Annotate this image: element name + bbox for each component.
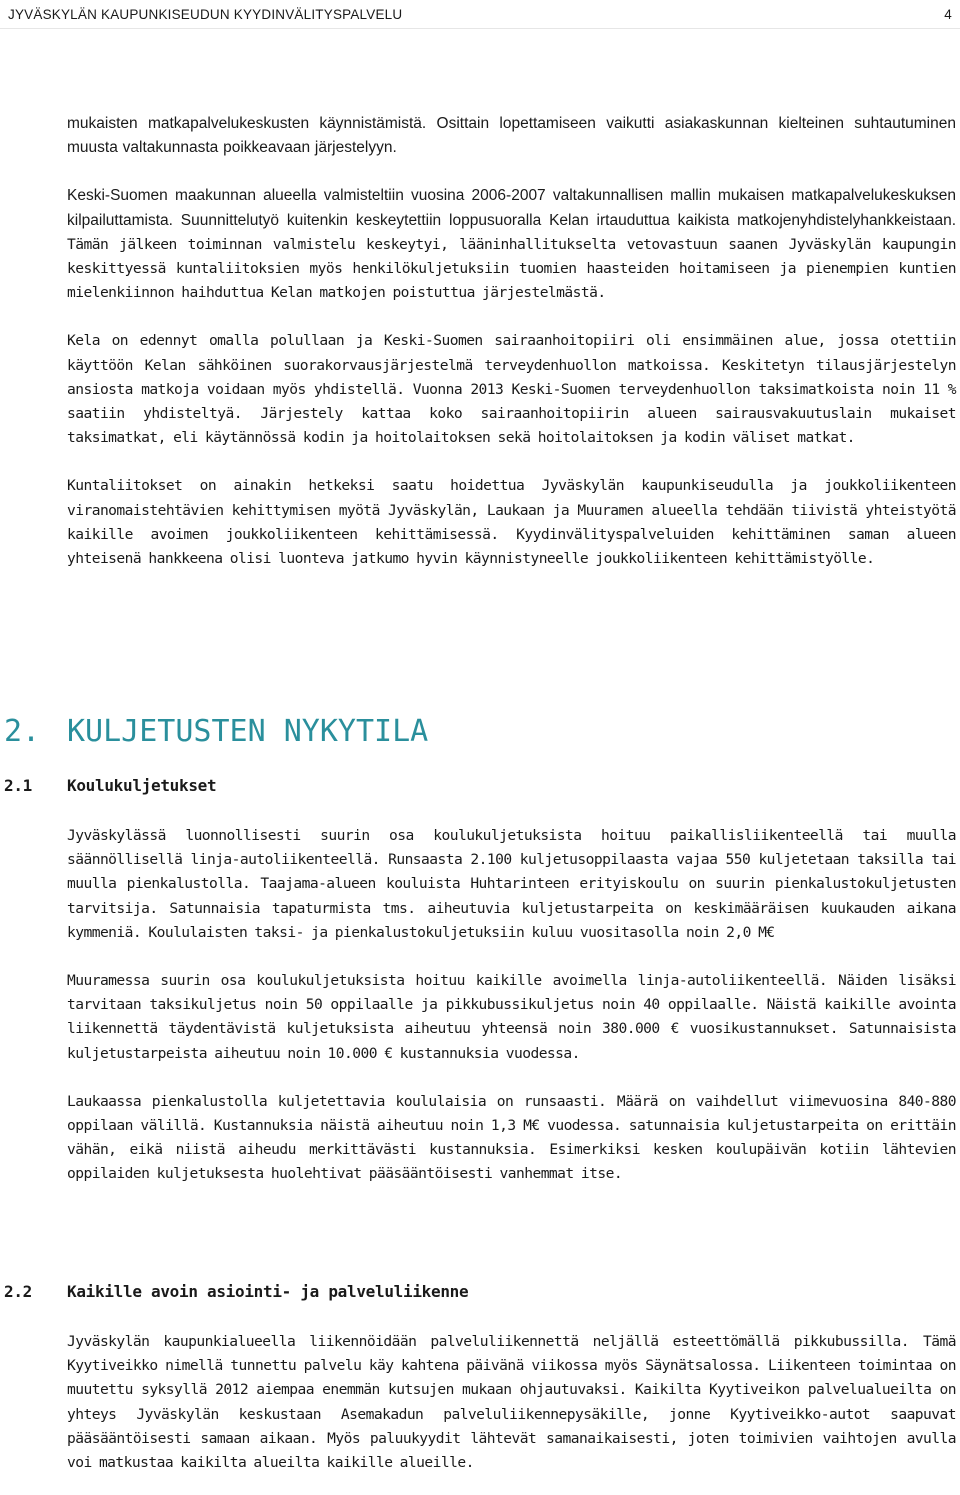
intro-paragraph-3: Kela on edennyt omalla polullaan ja Keski-Suomen sairaanhoitopiiri oli ensimmäinen alue, jossa otettiin käyttöön Kelan sähköinen suorakorvausjärjestelmä terveydenhuollon matkoissa. Keskitetyn tilausjärjestelyn ansiosta matkoja voidaan myös yhdistellä. Vuonna 2013 Keski-Suomen terveydenhuollon taksimatkoista noin 11 % saatiin yhdisteltyä. Järjestely kattaa koko sairaanhoitopiirin alueen sairausvakuutuslain mukaiset taksimatkat, eli käytännössä kodin ja hoitolaitoksen sekä hoitolaitoksen ja kodin väliset matkat. [67,332,956,447]
section-2-2-number: 2.2 [4,1282,32,1301]
header-title: JYVÄSKYLÄN KAUPUNKISEUDUN KYYDINVÄLITYSPALVELU [8,6,403,22]
intro-paragraph-4: Kuntaliitokset on ainakin hetkeksi saatu hoidettua Jyväskylän kaupunkiseudulla ja joukkoliikenteen viranomaistehtävien kehittymisen myötä Jyväskylän, Laukaan ja Muuramen alueella tehdään tiivistä yhteistyötä kaikille avoimen joukkoliikenteen kehittämisessä. Kyydinvälityspalveluiden kehittäminen saman alueen yhteisenä hankkeena olisi luonteva jatkumo hyvin käynnistyneelle joukkoliikenteen kehittämistyölle. [67,477,956,568]
intro-paragraph-2-part-a: Keski-Suomen maakunnan alueella valmisteltiin vuosina 2006-2007 valtakunnallisen mallin mukaisen matkapalvelukeskuksen kilpailuttamista. [67,187,956,229]
header-divider [0,28,960,29]
section-2-1-paragraph-2: Muuramessa suurin osa koulukuljetuksista hoituu kaikille avoimella linja-autoliikenteellä. Näiden lisäksi tarvitaan taksikuljetus noin 50 oppilaalle ja pikkubussikuljetus noin 40 oppilaalle. Näistä kaikille avointa liikennettä täydentävistä kuljetuksista aiheutuu yhteensä noin 380.000 € vuosikustannukset. Satunnaisista kuljetustarpeista aiheutuu noin 10.000 € kustannuksia vuodessa. [67,972,956,1062]
intro-paragraph-2-part-c: Tämän jälkeen toiminnan valmistelu keskeytyi, lääninhallitukselta vetovastuun saanen Jyväskylän kaupungin keskittyessä kuntaliitoksien myös henkilökuljetuksiin tuomien haasteiden hoitamiseen ja pienempien kuntien mielenkiinnon haihduttua Kelan matkojen poistuttua järjestelmästä. [67,235,956,302]
section-2-2-body [67,1330,956,1475]
section-2-1-number: 2.1 [4,776,32,795]
intro-paragraph-2-part-b: Suunnittelutyö kuitenkin keskeytettiin loppusuoralla Kelan irtauduttua kaikista matkojenyhdistelyhankkeistaan. [172,211,956,229]
section-2-1-title: Koulukuljetukset [67,776,217,795]
section-2-2-paragraph-1: Jyväskylän kaupunkialueella liikennöidään palveluliikennettä neljällä esteettömällä pikkubussilla. Tämä Kyytiveikko nimellä tunnettu palvelu käy kahtena päivänä viikossa myös Säynätsalossa. Liikenteen toimintaa on muutettu syksyllä 2012 aiempaa enemmän kutsujen mukaan ohjautuvaksi. Kaikilta Kyytiveikon palvelualueilta on yhteys Jyväskylän keskustaan Asemakadun palveluliikennepysäkille, jonne Kyytiveikko-autot saapuvat pääsääntöisesti samaan aikaan. Myös paluukyydit lähtevät samanaikaisesti, joten toimivien vaihtojen avulla voi matkustaa kaikilta alueilta kaikille alueille. [67,1333,956,1472]
page-header [8,4,952,24]
intro-paragraph-1: mukaisten matkapalvelukeskusten käynnistämistä. Osittain lopettamiseen vaikutti asiakaskunnan kielteinen suhtautuminen muusta valtakunnasta poikkeavaan järjestelyyn. [67,115,956,157]
section-2-1-paragraph-3: Laukaassa pienkalustolla kuljetettavia koululaisia on runsaasti. Määrä on vaihdellut viimevuosina 840-880 oppilaan välillä. Kustannuksia näistä aiheutuu noin 1,3 M€ vuodessa. satunnaisia kuljetustarpeita on erittäin vähän, eikä niistä aiheudu merkittävästi kustannuksia. Esimerkiksi kesken koulupäivän kotiin lähtevien oppilaiden kuljetuksesta huolehtivat pääsääntöisesti vanhemmat itse. [67,1092,956,1183]
intro-section [67,112,956,571]
section-2-1-heading [4,776,216,795]
section-2-2-title: Kaikille avoin asiointi- ja palveluliikenne [67,1282,469,1301]
section-2-heading [4,714,428,749]
section-2-number: 2. [4,714,41,749]
section-2-1-paragraph-1: Jyväskylässä luonnollisesti suurin osa koulukuljetuksista hoituu paikallisliikenteellä tai muulla säännöllisellä linja-autoliikenteellä. Runsaasta 2.100 kuljetusoppilaasta vajaa 550 kuljetetaan taksilla tai muulla pienkalustolla. Taajama-alueen kouluista Huhtarinteen erityiskoulu on suurin pienkalustokuljetusten tarvitsija. Satunnaisia tapaturmista tms. aiheutuvia kuljetustarpeita on keskimääräisen kuukauden aikana kymmeniä. Koululaisten taksi- ja pienkalustokuljetuksiin kuluu vuositasolla noin 2,0 M€ [67,827,956,941]
section-2-title: KULJETUSTEN NYKYTILA [67,714,429,749]
intro-paragraph-2 [67,184,956,305]
page-number: 4 [944,6,952,22]
section-2-2-heading [4,1282,468,1301]
section-2-1-body [67,824,956,1187]
